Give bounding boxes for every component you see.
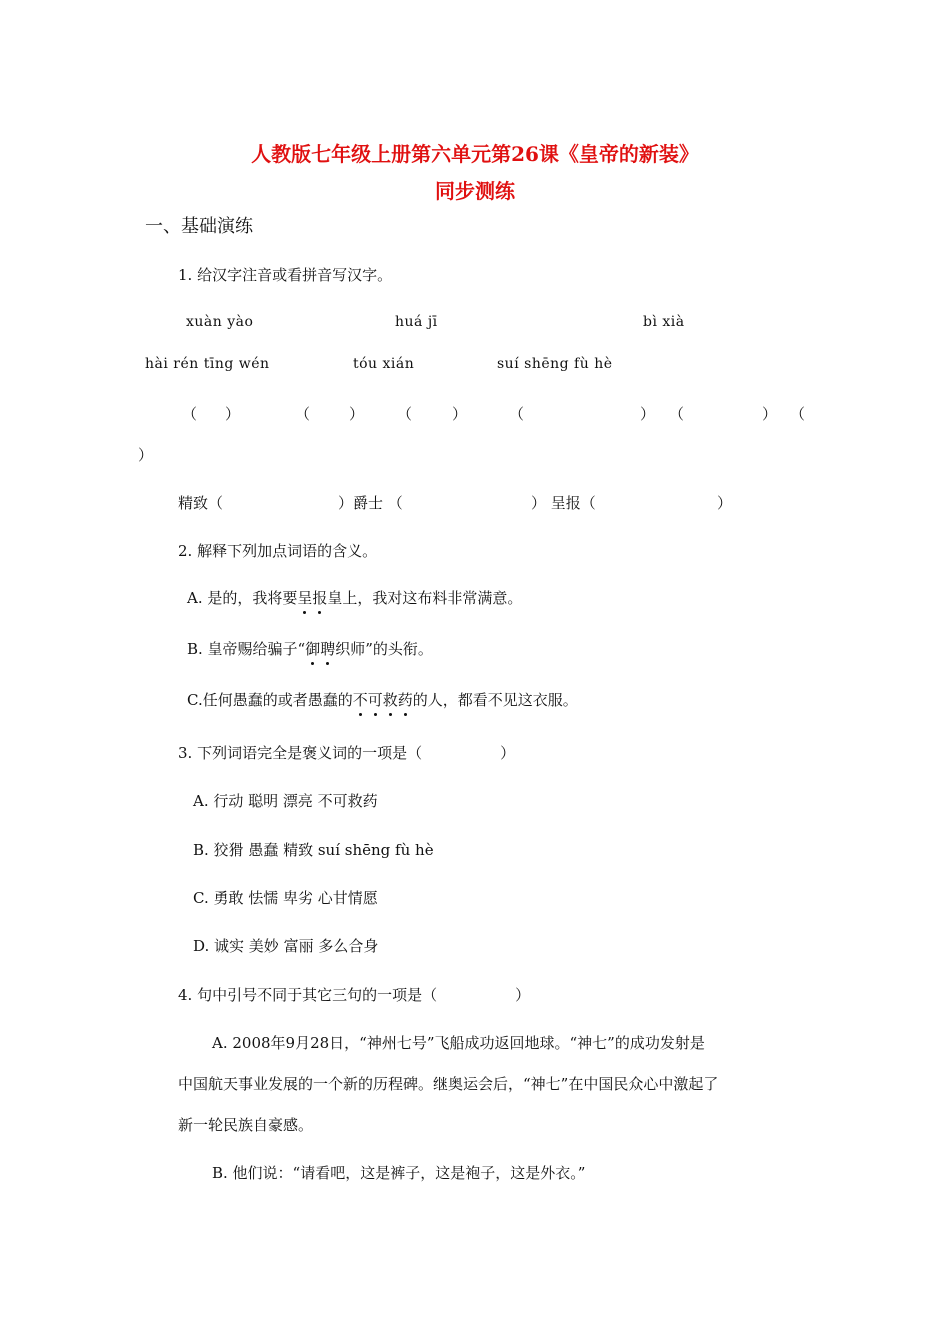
blank-bracket: ） <box>762 405 778 423</box>
page-title: 人教版七年级上册第六单元第26课《皇帝的新装》 <box>251 142 699 166</box>
q3-option-a: A. 行动 聪明 漂亮 不可救药 <box>193 792 378 810</box>
blank-bracket: ） <box>349 405 365 423</box>
dotted-word: 呈报 <box>297 589 328 607</box>
blank-bracket: ） <box>138 446 154 464</box>
page-subtitle: 同步测练 <box>435 179 515 203</box>
q4-option-a-line: 中国航天事业发展的一个新的历程碑。继奥运会后，“神七”在中国民众心中激起了 <box>178 1075 719 1093</box>
pinyin: hài rén tīng wén <box>145 356 270 372</box>
q3-option-c: C. 勇敢 怯懦 卑劣 心甘情愿 <box>193 889 378 907</box>
blank-bracket: ） <box>640 405 656 423</box>
dotted-word: 不可救药 <box>352 691 413 709</box>
pinyin: xuàn yào <box>186 314 254 330</box>
q2-a-text: 皇上，我对这布料非常满意。 <box>327 589 523 607</box>
blank-bracket: ） <box>452 405 468 423</box>
word-blank: ） 呈报（ <box>531 494 596 512</box>
q2-prompt: 2. 解释下列加点词语的含义。 <box>178 542 378 560</box>
q2-b-text: B. 皇帝赐给骗子“ <box>187 640 306 658</box>
q2-c-text: 的人，都看不见这衣服。 <box>412 691 578 709</box>
pinyin: bì xià <box>643 314 685 330</box>
q2-option-c <box>187 689 578 710</box>
q4-prompt: 4. 句中引号不同于其它三句的一项是（ ） <box>178 986 531 1004</box>
blank-bracket: ） <box>225 405 241 423</box>
section-heading: 一、基础演练 <box>145 216 253 237</box>
q3-option-d: D. 诚实 美妙 富丽 多么合身 <box>193 937 379 955</box>
pinyin: tóu xián <box>353 356 415 372</box>
word-blank: ）爵士 （ <box>338 494 403 512</box>
blank-bracket: （ <box>182 405 198 423</box>
blank-bracket: （ <box>397 405 413 423</box>
q4-option-a-line: A. 2008年9月28日，“神州七号”飞船成功返回地球。“神七”的成功发射是 <box>212 1034 705 1052</box>
q2-b-text: 织师”的头衔。 <box>335 640 433 658</box>
q2-a-text: A. 是的，我将要 <box>187 589 298 607</box>
q3-prompt: 3. 下列词语完全是褒义词的一项是（ ） <box>178 744 516 762</box>
blank-bracket: （ <box>295 405 311 423</box>
q2-option-b <box>187 638 433 659</box>
pinyin: suí shēng fù hè <box>497 356 613 372</box>
word-blank: 精致（ <box>178 494 224 512</box>
q1-prompt: 1. 给汉字注音或看拼音写汉字。 <box>178 266 393 284</box>
q2-option-a <box>187 587 522 608</box>
pinyin: huá jī <box>395 314 438 330</box>
dotted-word: 御聘 <box>305 640 336 658</box>
q4-option-a-line: 新一轮民族自豪感。 <box>178 1116 314 1134</box>
blank-bracket: （ <box>509 405 525 423</box>
blank-bracket: （ <box>669 405 685 423</box>
q4-option-b: B. 他们说：“请看吧，这是裤子，这是袍子，这是外衣。” <box>212 1164 586 1182</box>
q2-c-text: C.任何愚蠢的或者愚蠢的 <box>187 691 353 709</box>
q3-option-b: B. 狡猾 愚蠢 精致 suí shēng fù hè <box>193 841 434 859</box>
word-blank: ） <box>717 494 733 512</box>
blank-bracket: （ <box>790 405 806 423</box>
